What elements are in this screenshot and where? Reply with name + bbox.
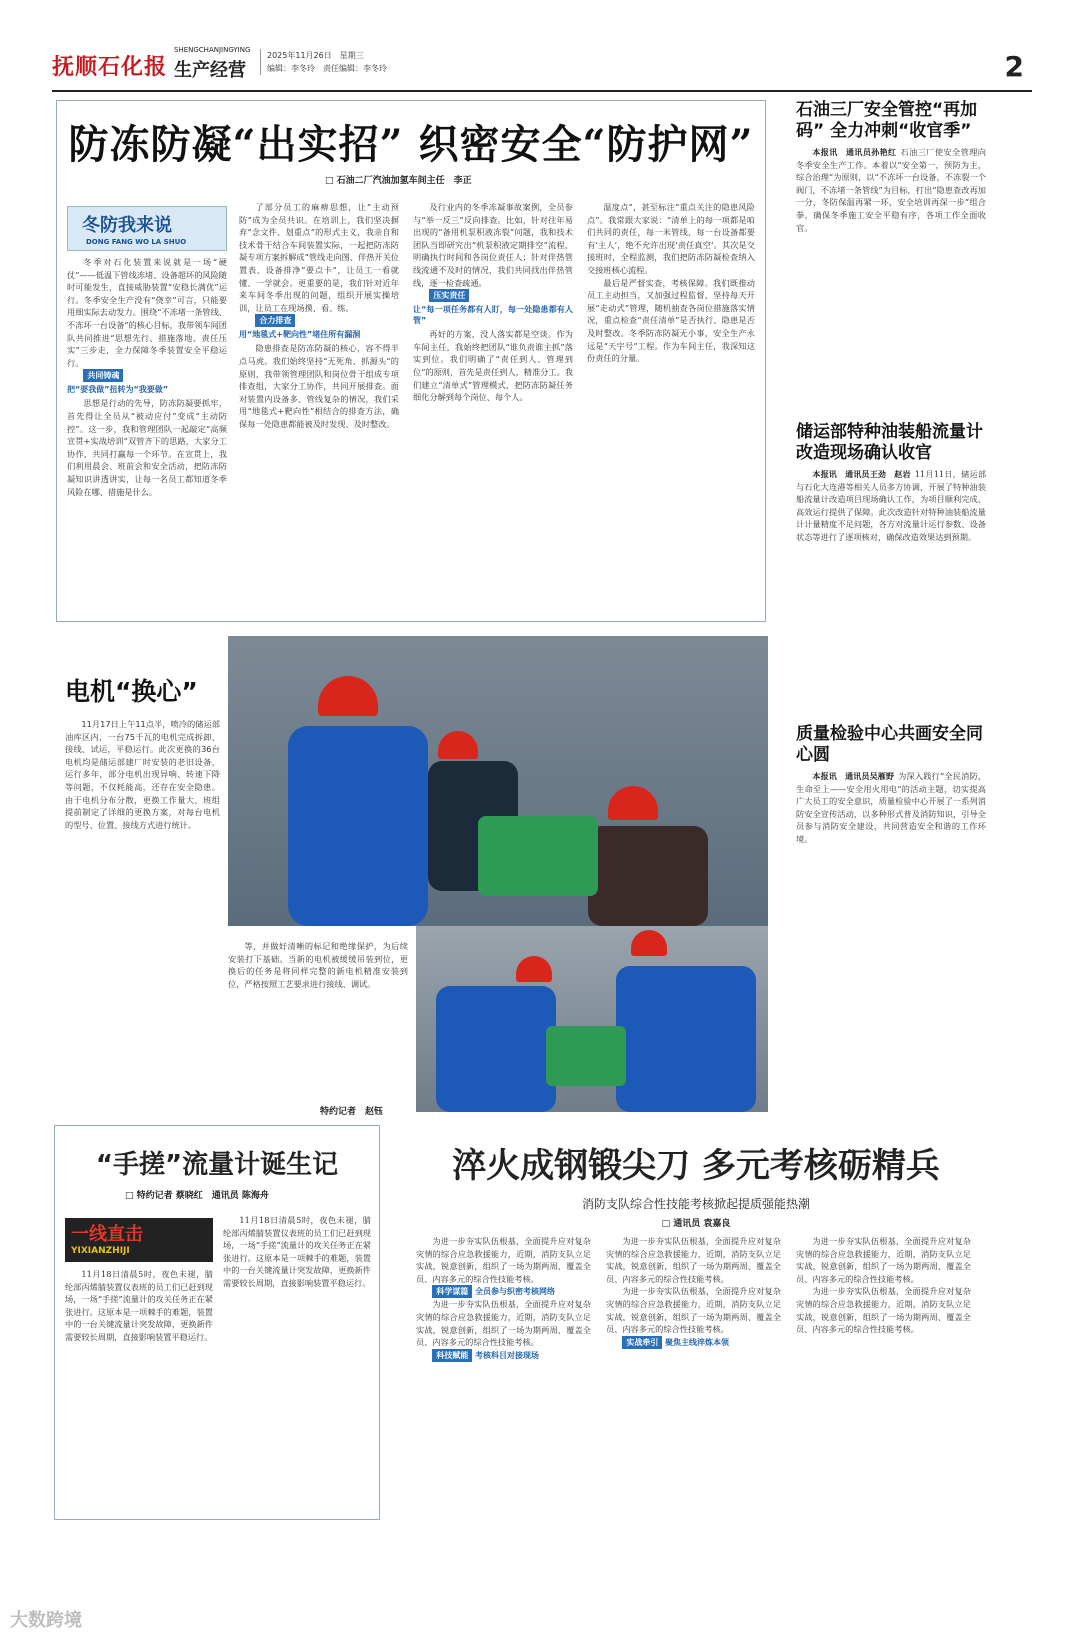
- page-number: 2: [1004, 50, 1024, 83]
- photo-workers-motor: [228, 636, 768, 926]
- motor-article-text-2: 等，并做好清晰的标记和绝缘保护，为后续安装打下基础。当新的电机被缓缓吊装到位，更换后的任务是将同样完整的新电机精准安装到位，严格按照工艺要求进行接线、调试。: [228, 941, 408, 989]
- lead-byline: □ 石油二厂汽油加氢车间主任 李正: [325, 176, 472, 186]
- section-title: 生产经营: [174, 60, 246, 81]
- photo-workers-pipe: [416, 926, 768, 1112]
- motor-article-text: 11月17日上午11点半，喷冷的储运部油库区内，一台75千瓦的电机完成拆卸、接线、试运，平稳运行。此次更换的36台电机均是储运部建厂时安装的老旧设备，运行多年，部分电机出现异响、转速下降等问题，不仅耗能高，还存在安全隐患。由于电机分布分散，更换工作量大，班组提前制定了详细的更换方案，对每台电机的型号、位置、接线方式进行统计。: [65, 719, 220, 830]
- right-headline-3: 质量检验中心共画安全同心圆: [796, 724, 983, 765]
- lead-article: [56, 100, 766, 622]
- lead-col-3: 及行业内的冬季冻凝事故案例，全员参与“举一反三”反向排查。比如，针对往年易出现的“备用机泵积液冻裂”问题，我和技术团队当即研究出“机泵积液定期排空”流程，明确执行时间和各岗位责任人；针对伴热管线流通不及时的情况，我们共同找出伴热管线，逐一检查疏通。 压实责任 让“每一项任务都有人盯，每一处隐患都有人管” 再好的方案，没人落实都是空谈。作为车间主任，我始终把团队“谁负责谁主抓”落实到位。我们明确了“责任到人、管理到位”的原则，首先是责任到人，精准分工。我们建立“清单式”管理模式，把防冻防凝任务细化分解到每个岗位、每个人。: [413, 202, 573, 403]
- lead-headline: 防冻防凝“出实招” 织密安全“防护网”: [68, 121, 754, 168]
- lead-col-4: 温度点”，甚至标注“重点关注的隐患风险点”。我常跟大家说：“清单上的每一项都是咱们共同的责任，每一米管线、每一台设备都要有‘主人’，绝不允许出现‘责任真空’。其次是交接班时，全程监测，我们把防冻防凝检查纳入交接班核心流程。 最后是严督实查，考核保障。我们既推动员工主动担当，又加强过程监督，坚持每天开展“走动式”管理，随机抽查各岗位措施落实情况，重点检查“责任清单”是否执行、隐患是否及时整改。冬季防冻防凝无小事，安全生产永远是“天字号”工程。作为车间主任，我深知这份责任的分量。: [587, 202, 755, 364]
- bottom-left-article: “手搓”流量计诞生记 □ 特约记者 蔡晓红 通讯员 陈海舟 一线直击 YIXIANZHIJI 11月18日清晨5时，夜色未褪，腈纶部丙烯腈装置仪表班的员工们已赶到现场，一场“手搓”流量计的攻关任务正在紧张进行。这原本是一项棘手的难题，装置中的一台关键流量计突发故障，更换新件需要较长周期，直接影响装置平稳运行。 11月18日清晨5时，夜色未褪，腈纶部丙烯腈装置仪表班的员工们已赶到现场，一场“手搓”流量计的攻关任务正在紧张进行。这原本是一项棘手的难题，装置中的一台关键流量计突发故障，更换新件需要较长周期，直接影响装置平稳运行。: [54, 1125, 380, 1520]
- right-column: [796, 94, 986, 1010]
- right-headline-2: 储运部特种油装船流量计改造现场确认收官: [796, 422, 983, 463]
- right-article-1: 本报讯 通讯员孙艳红 石油三厂使安全管理向冬季安全生产工作。本着以“安全第一，预防为主，综合治理”为原则，以“不冻坏一台设备，不冻裂一个阀门，不冻堵一条管线”为目标，打出“隐患查改再加一分，冬防保温再紧一环，安全培训再深一步”组合拳，确保冬季施工安全平稳有序，各项工作全面收官。: [796, 147, 986, 233]
- issue-meta: 2025年11月26日 星期三 编辑：李冬玲 责任编辑：李冬玲: [260, 49, 387, 75]
- bottom-right-headline: 淬火成钢锻尖刀 多元考核砺精兵: [452, 1146, 940, 1186]
- column-badge: 冬防我来说 DONG FANG WO LA SHUO: [67, 206, 227, 251]
- lead-col-1: 冬季对石化装置来说就是一场“硬仗”——低温下管线冻堵、设备超坏的风险随时可能发生，直接威胁装置“安稳长满优”运行。冬季安全生产没有“侥幸”可言，只能要用细实际去动发力。围绕“不冻堵一条管线、不冻坏一台设备”的核心目标，我带领车间团队共同推进“思想先行、措施落地、责任压实”三步走，全力保障冬季装置安全平稳运行。 共同铸魂 把“要我做”扭转为“我要做” 思想是行动的先导，防冻防凝要抓牢，首先得让全员从“被动应付”变成“主动防控”。这一步，我和管理团队一起敲定“高频宣贯+实战培训”双管齐下的思路，大家分工协作，共同打赢每一个环节。在宣贯上，我们利用晨会、班前会和安全活动，把防冻防凝知识讲透讲实，让每一名员工都知道冬季风险在哪、措施是什么。: [67, 257, 227, 497]
- watermark: 大数跨境: [10, 1610, 82, 1631]
- bottom-right-article: 淬火成钢锻尖刀 多元考核砺精兵 消防支队综合性技能考核掀起提质强能热潮 □ 通讯员 袁嘉良 为进一步夯实队伍根基，全面提升应对复杂灾情的综合应急救援能力，近期，消防支队立足实战，锐意创新，组织了一场为期两周、覆盖全员、内容多元的综合性技能考核。 科学谋篇 全员参与织密考核网络 为进一步夯实队伍根基，全面提升应对复杂灾情的综合应急救援能力，近期，消防支队立足实战，锐意创新，组织了一场为期两周、覆盖全员、内容多元的综合性技能考核。 科技赋能 考核科目对接现场 为进一步夯实队伍根基，全面提升应对复杂灾情的综合应急救援能力，近期，消防支队立足实战，锐意创新，组织了一场为期两周、覆盖全员、内容多元的综合性技能考核。 为进一步夯实队伍根基，全面提升应对复杂灾情的综合应急救援能力，近期，消防支队立足实战，锐意创新，组织了一场为期两周、覆盖全员、内容多元的综合性技能考核。 实战牵引 聚焦主线淬炼本领 为进一步夯实队伍根基，全面提升应对复杂灾情的综合应急救援能力，近期，消防支队立足实战，锐意创新，组织了一场为期两周、覆盖全员、内容多元的综合性技能考核。 为进一步夯实队伍根基，全面提升应对复杂灾情的综合应急救援能力，近期，消防支队立足实战，锐意创新，组织了一场为期两周、覆盖全员、内容多元的综合性技能考核。: [416, 1138, 976, 1535]
- lead-col-2: 了部分员工的麻痹思想，让“主动预防”成为全员共识。在培训上，我们坚决摒弃“念文件、划重点”的形式主义，我亲自和技术骨干结合车间装置实际，一起把防冻防凝专项方案拆解成“管线走向图、伴热开关位置表、设备排净“要点卡”，让员工一看就懂、一学就会。更重要的是，我们针对近年来车间冬季出现的问题，组织开展实操培训，让员工在现场摸、看、练。 合力排查 用“地毯式+靶向性”堵住所有漏洞 隐患排查是防冻防凝的核心，容不得半点马虎。我们始终坚持“无死角、抓源头”的原则，我带领管理团队和岗位骨干组成专项排查组，大家分工协作，共同开展排查。面对装置内设备多、管线复杂的情况，我们采用“地毯式+靶向性”相结合的排查方法，确保每一处隐患都能被及时发现、及时整改。: [239, 202, 399, 429]
- right-article-3: 本报讯 通讯员吴雁野 为深入践行“全民消防，生命至上——安全用火用电”的活动主题，切实提高广大员工的安全意识，质量检验中心开展了一系列消防安全宣传活动，以多种形式普及消防知识，引导全员参与消防安全建设，共同营造安全和谐的工作环境。: [796, 771, 986, 844]
- section-en: SHENGCHANJINGYING: [174, 46, 251, 54]
- newspaper-logo: 抚顺石化报: [52, 54, 168, 80]
- masthead: [52, 44, 1032, 92]
- right-headline-1: 石油三厂安全管控“再加码” 全力冲刺“收官季”: [796, 100, 978, 141]
- column-badge-yixian: 一线直击 YIXIANZHIJI: [65, 1218, 213, 1262]
- motor-headline: 电机“换心”: [65, 677, 198, 706]
- right-article-2: 本报讯 通讯员王劲 赵岩 11月11日，储运部与石化大连港等相关人员多方协调，开展了特种油装船流量计改造项目现场确认工作，为项目顺利完成、高效运行提供了保障。此次改造针对特种油装船流量计计量精度不足问题，各方对流量计运行参数、设备状态等进行了逐项核对，确保改造效果达到预期。: [796, 469, 986, 542]
- motor-author: 特约记者 赵钰: [320, 1107, 384, 1117]
